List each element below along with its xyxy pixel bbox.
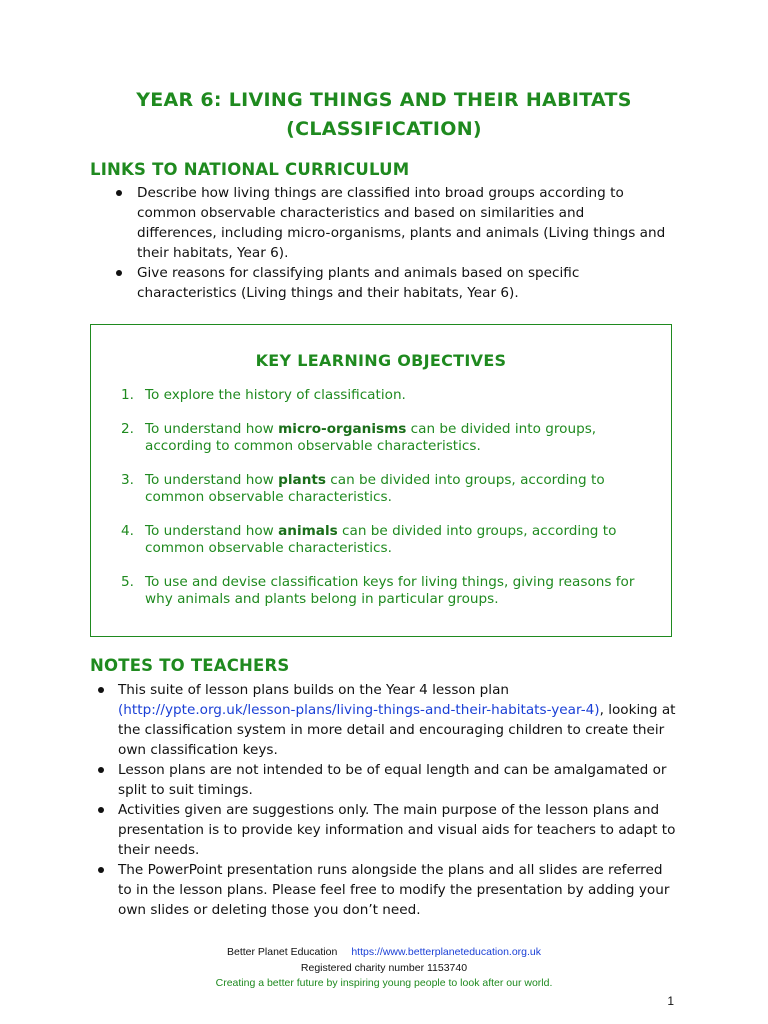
page-number: 1 (667, 994, 674, 1008)
document-title (0, 86, 768, 144)
curriculum-item: Give reasons for classifying plants and animals based on specific characteristics (Living things and their habitats, Year 6). (137, 263, 667, 303)
objective-item (121, 421, 666, 455)
objective-text-rest: can be divided into groups, according to common observable characteristics. (145, 472, 605, 505)
objective-number: 5. (121, 574, 134, 590)
objective-item (121, 472, 666, 506)
objective-number: 1. (121, 387, 134, 403)
objective-text-rest: can be divided into groups, according to common observable characteristics. (145, 523, 617, 556)
footer-org: Better Planet Education (226, 946, 338, 958)
objective-item (121, 574, 666, 608)
curriculum-list (137, 183, 667, 303)
notes-text: This suite of lesson plans builds on the Year 4 lesson plan (118, 682, 510, 698)
notes-heading: NOTES TO TEACHERS (90, 656, 290, 675)
objective-text: To understand how (145, 472, 279, 488)
objective-text-rest: can be divided into groups, according to common observable characteristics. (145, 421, 597, 454)
curriculum-item: Describe how living things are classified into broad groups according to common observable characteristics and based on similarities and differences, including micro-organisms, plants and animals (Living things and their habitats, Year 6). (137, 185, 666, 261)
notes-item: Lesson plans are not intended to be of equal length and can be amalgamated or split to suit timings. (118, 760, 678, 800)
notes-item: The PowerPoint presentation runs alongside the plans and all slides are referred to in the lesson plans. Please feel free to modify the presentation by adding your own slides or deleting those you don’t need. (118, 860, 678, 920)
curriculum-heading: LINKS TO NATIONAL CURRICULUM (90, 160, 410, 179)
objectives-heading: KEY LEARNING OBJECTIVES (255, 351, 507, 370)
objective-text: To understand how (145, 523, 279, 539)
lesson-plan-link[interactable]: (http://ypte.org.uk/lesson-plans/living-things-and-their-habitats-year-4) (118, 702, 600, 718)
notes-text-rest: , looking at the classification system in more detail and encouraging children to create their own classification keys. (118, 702, 676, 758)
notes-list (118, 680, 678, 920)
footer-charity: Registered charity number 1153740 (300, 962, 468, 974)
footer-org-line (0, 946, 768, 958)
objective-item (121, 387, 666, 404)
objectives-box (90, 324, 672, 637)
objective-keyword: plants (278, 472, 326, 488)
notes-item (118, 680, 678, 760)
objective-number: 4. (121, 523, 134, 539)
objective-number: 2. (121, 421, 134, 437)
objective-text: To understand how (145, 421, 279, 437)
objective-keyword: micro-organisms (278, 421, 407, 437)
objective-keyword: animals (278, 523, 338, 539)
objective-item (121, 523, 666, 557)
objective-text: To use and devise classification keys for living things, giving reasons for why animals and plants belong in particular groups. (145, 574, 635, 607)
footer-url-link[interactable]: https://www.betterplaneteducation.org.uk (351, 946, 542, 958)
objective-number: 3. (121, 472, 134, 488)
objective-text: To explore the history of classification. (145, 387, 406, 403)
notes-item: Activities given are suggestions only. The main purpose of the lesson plans and presentation is to provide key information and visual aids for teachers to adapt to their needs. (118, 800, 678, 860)
title-line-2: (CLASSIFICATION) (286, 118, 482, 140)
title-line-1: YEAR 6: LIVING THINGS AND THEIR HABITATS (136, 89, 632, 111)
objectives-list (121, 387, 666, 625)
footer-tagline: Creating a better future by inspiring young people to look after our world. (215, 977, 553, 989)
